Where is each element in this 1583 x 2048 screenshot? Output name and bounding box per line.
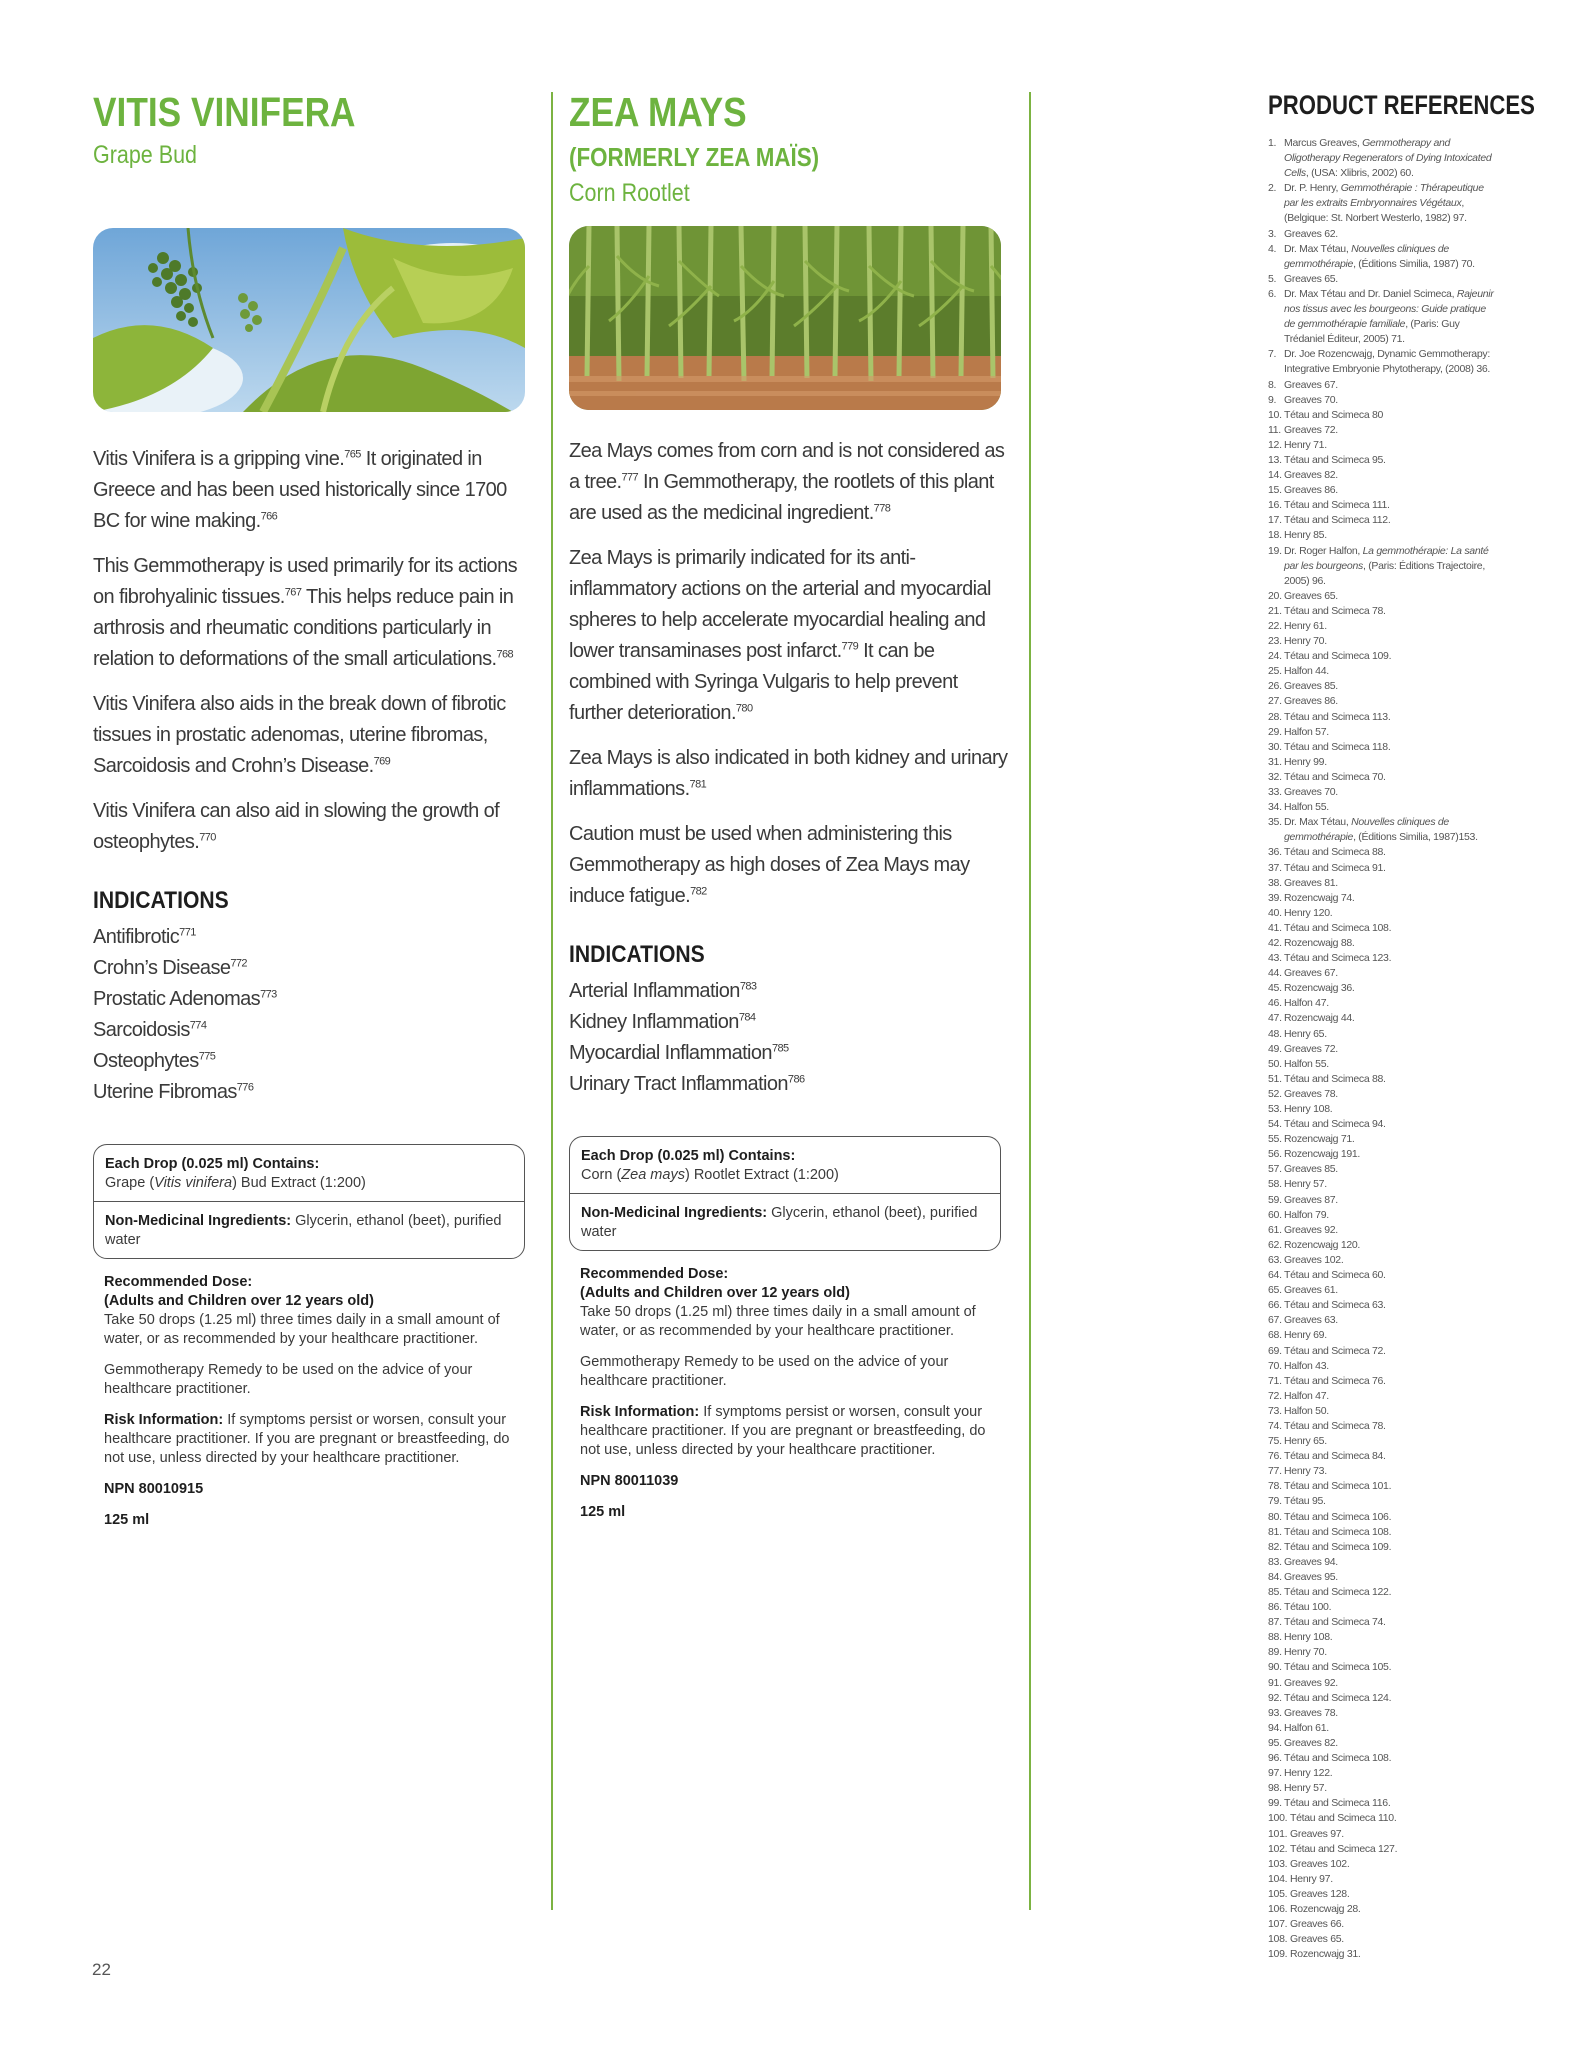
reference-item: 29. Halfon 57. xyxy=(1268,725,1329,738)
footnote-ref: 779 xyxy=(841,640,859,653)
footnote-ref: 785 xyxy=(771,1042,789,1055)
indications-heading: INDICATIONS xyxy=(93,887,229,914)
reference-item: 19. Dr. Roger Halfon, La gemmothérapie: La santé par les bourgeons, (Paris: Éditions Trajectoire, 2005) 96. xyxy=(1268,544,1489,587)
footnote-ref: 768 xyxy=(496,648,514,661)
reference-item: 95. Greaves 82. xyxy=(1268,1736,1338,1749)
indication-item: Arterial Inflammation$^{783}$ xyxy=(569,980,757,1002)
body-paragraph: Vitis Vinifera also aids in the break down of fibrotic tissues in prostatic adenomas, uterine fibromas, Sarcoidosis and Crohn’s Disease.$^{769}$ xyxy=(93,693,506,777)
reference-item: 16. Tétau and Scimeca 111. xyxy=(1268,499,1390,512)
indication-item: Myocardial Inflammation$^{785}$ xyxy=(569,1042,789,1064)
reference-item: 91. Greaves 92. xyxy=(1268,1676,1338,1689)
reference-item: 99. Tétau and Scimeca 116. xyxy=(1268,1797,1391,1810)
reference-item: 26. Greaves 85. xyxy=(1268,680,1338,693)
reference-item: 32. Tétau and Scimeca 70. xyxy=(1268,770,1386,783)
product-common-name: Grape Bud xyxy=(93,141,197,169)
reference-item: 59. Greaves 87. xyxy=(1268,1193,1338,1206)
reference-item: 109. Rozencwajg 31. xyxy=(1268,1948,1361,1961)
footnote-ref: 771 xyxy=(179,926,196,939)
reference-item: 17. Tétau and Scimeca 112. xyxy=(1268,514,1391,527)
reference-item: 93. Greaves 78. xyxy=(1268,1706,1338,1719)
reference-item: 55. Rozencwajg 71. xyxy=(1268,1133,1355,1146)
footnote-ref: 786 xyxy=(787,1073,805,1086)
dose-text: Take 50 drops (1.25 ml) three times daily in a small amount of water, or as recommended by your healthcare practitioner. xyxy=(580,1304,976,1339)
reference-item: 9. Greaves 70. xyxy=(1268,393,1338,406)
reference-item: 44. Greaves 67. xyxy=(1268,967,1338,980)
reference-item: 22. Henry 61. xyxy=(1268,620,1327,632)
reference-item: 48. Henry 65. xyxy=(1268,1027,1327,1040)
nmi-label: Non-Medicinal Ingredients: xyxy=(105,1213,292,1229)
footnote-ref: 776 xyxy=(236,1081,254,1094)
reference-item: 20. Greaves 65. xyxy=(1268,589,1338,602)
reference-item: 50. Halfon 55. xyxy=(1268,1057,1329,1070)
indication-item: Kidney Inflammation$^{784}$ xyxy=(569,1011,756,1033)
references-title: PRODUCT REFERENCES xyxy=(1268,90,1535,120)
volume: 125 ml xyxy=(580,1504,626,1520)
body-paragraph: Vitis Vinifera is a gripping vine.$^{765}$ It originated in Greece and has been used historically since 1700 BC for wine making.$^{766}$ xyxy=(93,448,507,532)
reference-item: 13. Tétau and Scimeca 95. xyxy=(1268,453,1386,466)
reference-item: 15. Greaves 86. xyxy=(1268,484,1338,497)
indications-list xyxy=(93,922,538,1108)
footnote-ref: 782 xyxy=(690,885,707,898)
reference-item: 34. Halfon 55. xyxy=(1268,801,1329,814)
page-number: 22 xyxy=(92,1960,111,1979)
risk-text: If symptoms persist or worsen, consult your healthcare practitioner. If you are pregnant or breastfeeding, do not use, unless directed by your healthcare practitioner. xyxy=(104,1412,510,1466)
indication-item: Crohn’s Disease$^{772}$ xyxy=(93,957,247,979)
reference-item: 51. Tétau and Scimeca 88. xyxy=(1268,1072,1386,1085)
reference-item: 53. Henry 108. xyxy=(1268,1103,1333,1115)
reference-item: 7. Dr. Joe Rozencwajg, Dynamic Gemmotherapy: Integrative Embryonie Phytotherapy, (2008) 36. xyxy=(1268,348,1491,376)
indications-heading: INDICATIONS xyxy=(569,941,705,968)
corn-field-photo xyxy=(569,226,1001,410)
reference-item: 87. Tétau and Scimeca 74. xyxy=(1268,1616,1386,1629)
reference-item: 88. Henry 108. xyxy=(1268,1631,1333,1644)
indication-item: Uterine Fibromas$^{776}$ xyxy=(93,1081,254,1103)
reference-item: 27. Greaves 86. xyxy=(1268,695,1338,708)
reference-item: 23. Henry 70. xyxy=(1268,635,1327,648)
nmi-text: Glycerin, ethanol (beet), purified water xyxy=(105,1213,502,1248)
nmi-text: Glycerin, ethanol (beet), purified water xyxy=(581,1205,978,1240)
indication-item: Urinary Tract Inflammation$^{786}$ xyxy=(569,1073,805,1095)
reference-item: 92. Tétau and Scimeca 124. xyxy=(1268,1691,1392,1704)
reference-item: 60. Halfon 79. xyxy=(1268,1208,1329,1221)
reference-item: 89. Henry 70. xyxy=(1268,1646,1327,1659)
body-paragraph: Vitis Vinifera can also aid in slowing the growth of osteophytes.$^{770}$ xyxy=(93,800,500,853)
reference-item: 52. Greaves 78. xyxy=(1268,1087,1338,1100)
product-title: ZEA MAYS xyxy=(569,89,747,135)
reference-item: 100. Tétau and Scimeca 110. xyxy=(1268,1812,1397,1825)
reference-item: 102. Tétau and Scimeca 127. xyxy=(1268,1842,1398,1855)
reference-item: 84. Greaves 95. xyxy=(1268,1570,1338,1583)
reference-item: 49. Greaves 72. xyxy=(1268,1042,1338,1055)
reference-item: 71. Tétau and Scimeca 76. xyxy=(1268,1374,1386,1387)
product-common-name: Corn Rootlet xyxy=(569,179,690,207)
reference-item: 66. Tétau and Scimeca 63. xyxy=(1268,1299,1386,1312)
reference-item: 106. Rozencwajg 28. xyxy=(1268,1902,1361,1915)
body-paragraph: This Gemmotherapy is used primarily for its actions on fibrohyalinic tissues.$^{767}$ This helps reduce pain in arthrosis and rheumatic conditions particularly in relation to deformations of the small articulations.$^{768}$ xyxy=(93,555,517,670)
reference-item: 41. Tétau and Scimeca 108. xyxy=(1268,921,1392,934)
reference-item: 101. Greaves 97. xyxy=(1268,1827,1344,1840)
body-paragraph: Caution must be used when administering this Gemmotherapy as high doses of Zea Mays may induce fatigue.$^{782}$ xyxy=(569,823,970,907)
reference-item: 107. Greaves 66. xyxy=(1268,1918,1344,1931)
footnote-ref: 769 xyxy=(373,755,391,768)
reference-item: 78. Tétau and Scimeca 101. xyxy=(1268,1480,1392,1493)
reference-item: 36. Tétau and Scimeca 88. xyxy=(1268,846,1386,859)
indication-item: Sarcoidosis$^{774}$ xyxy=(93,1019,207,1041)
contains-text: Corn (Zea mays) Rootlet Extract (1:200) xyxy=(581,1167,839,1183)
advice-text: Gemmotherapy Remedy to be used on the advice of your healthcare practitioner. xyxy=(104,1362,473,1397)
reference-item: 14. Greaves 82. xyxy=(1268,469,1338,482)
reference-item: 5. Greaves 65. xyxy=(1268,272,1338,285)
product-references xyxy=(1268,88,1535,1962)
npn-number: NPN 80010915 xyxy=(104,1481,204,1497)
footnote-ref: 772 xyxy=(230,957,247,970)
product-description xyxy=(569,436,1014,912)
reference-item: 79. Tétau 95. xyxy=(1268,1495,1326,1508)
reference-item: 61. Greaves 92. xyxy=(1268,1223,1338,1236)
reference-item: 103. Greaves 102. xyxy=(1268,1857,1350,1870)
reference-item: 42. Rozencwajg 88. xyxy=(1268,936,1355,949)
reference-item: 12. Henry 71. xyxy=(1268,438,1327,451)
footnote-ref: 777 xyxy=(621,471,639,484)
reference-item: 28. Tétau and Scimeca 113. xyxy=(1268,710,1391,723)
reference-item: 69. Tétau and Scimeca 72. xyxy=(1268,1344,1386,1357)
reference-item: 33. Greaves 70. xyxy=(1268,786,1338,799)
column-divider xyxy=(1029,92,1031,1910)
reference-item: 58. Henry 57. xyxy=(1268,1178,1327,1191)
reference-item: 75. Henry 65. xyxy=(1268,1435,1327,1448)
reference-item: 38. Greaves 81. xyxy=(1268,876,1338,889)
reference-item: 86. Tétau 100. xyxy=(1268,1601,1332,1614)
dose-label: Recommended Dose: xyxy=(580,1266,729,1282)
reference-item: 10. Tétau and Scimeca 80 xyxy=(1268,408,1384,421)
ingredients-box xyxy=(93,1144,525,1259)
product-description xyxy=(93,444,538,858)
footnote-ref: 783 xyxy=(739,980,757,993)
reference-item: 94. Halfon 61. xyxy=(1268,1721,1329,1734)
volume: 125 ml xyxy=(104,1512,150,1528)
footnote-ref: 780 xyxy=(735,702,753,715)
reference-item: 37. Tétau and Scimeca 91. xyxy=(1268,861,1386,874)
reference-item: 67. Greaves 63. xyxy=(1268,1314,1338,1327)
reference-item: 104. Henry 97. xyxy=(1268,1872,1333,1885)
reference-item: 54. Tétau and Scimeca 94. xyxy=(1268,1118,1386,1131)
reference-item: 105. Greaves 128. xyxy=(1268,1887,1350,1900)
footnote-ref: 765 xyxy=(344,448,361,461)
reference-item: 4. Dr. Max Tétau, Nouvelles cliniques de gemmothérapie, (Éditions Similia, 1987) 70. xyxy=(1268,242,1475,270)
reference-item: 11. Greaves 72. xyxy=(1268,423,1338,436)
reference-item: 90. Tétau and Scimeca 105. xyxy=(1268,1661,1392,1674)
contains-label: Each Drop (0.025 ml) Contains: xyxy=(105,1156,320,1172)
dose-group: (Adults and Children over 12 years old) xyxy=(104,1293,374,1309)
footnote-ref: 770 xyxy=(199,831,216,844)
risk-label: Risk Information: xyxy=(104,1412,224,1428)
reference-item: 80. Tétau and Scimeca 106. xyxy=(1268,1510,1392,1523)
reference-item: 57. Greaves 85. xyxy=(1268,1163,1338,1176)
indications-list xyxy=(569,976,1014,1100)
reference-item: 6. Dr. Max Tétau and Dr. Daniel Scimeca, Rajeunir nos tissus avec les bourgeons: Guide pratique de gemmothérapie familiale, (Paris: Guy Trédaniel Éditeur, 2005) 71. xyxy=(1268,287,1494,346)
product-title: VITIS VINIFERA xyxy=(93,89,356,135)
reference-item: 43. Tétau and Scimeca 123. xyxy=(1268,952,1392,965)
reference-item: 82. Tétau and Scimeca 109. xyxy=(1268,1540,1392,1553)
reference-item: 74. Tétau and Scimeca 78. xyxy=(1268,1419,1386,1432)
advice-text: Gemmotherapy Remedy to be used on the advice of your healthcare practitioner. xyxy=(580,1354,949,1389)
npn-number: NPN 80011039 xyxy=(580,1473,679,1489)
reference-item: 97. Henry 122. xyxy=(1268,1767,1333,1780)
reference-item: 47. Rozencwajg 44. xyxy=(1268,1012,1355,1025)
reference-item: 64. Tétau and Scimeca 60. xyxy=(1268,1269,1386,1282)
dose-text: Take 50 drops (1.25 ml) three times daily in a small amount of water, or as recommended by your healthcare practitioner. xyxy=(104,1312,500,1347)
product-column-zea-mays xyxy=(569,88,1014,1534)
reference-item: 85. Tétau and Scimeca 122. xyxy=(1268,1586,1392,1598)
grape-bud-photo xyxy=(93,228,525,412)
reference-item: 1. Marcus Greaves, Gemmotherapy and Oligotherapy Regenerators of Dying Intoxicated Cells, (USA: Xlibris, 2002) 60. xyxy=(1268,137,1492,180)
reference-item: 62. Rozencwajg 120. xyxy=(1268,1238,1361,1251)
reference-item: 56. Rozencwajg 191. xyxy=(1268,1148,1361,1161)
body-paragraph: Zea Mays comes from corn and is not considered as a tree.$^{777}$ In Gemmotherapy, the rootlets of this plant are used as the medicinal ingredient.$^{778}$ xyxy=(569,440,1005,524)
reference-item: 46. Halfon 47. xyxy=(1268,997,1329,1010)
reference-item: 21. Tétau and Scimeca 78. xyxy=(1268,604,1386,617)
reference-item: 40. Henry 120. xyxy=(1268,906,1333,919)
body-paragraph: Zea Mays is primarily indicated for its anti-inflammatory actions on the arterial and myocardial spheres to help accelerate myocardial healing and lower transaminases post infarct.$^{779}$ It can be combined with Syringa Vulgaris to help prevent further deterioration.$^{780}$ xyxy=(569,547,991,724)
reference-item: 83. Greaves 94. xyxy=(1268,1555,1338,1568)
contains-text: Grape (Vitis vinifera) Bud Extract (1:200) xyxy=(105,1175,366,1191)
footnote-ref: 767 xyxy=(284,586,302,599)
indication-item: Antifibrotic$^{771}$ xyxy=(93,926,196,948)
dose-label: Recommended Dose: xyxy=(104,1274,253,1290)
indication-item: Osteophytes$^{775}$ xyxy=(93,1050,216,1072)
reference-item: 31. Henry 99. xyxy=(1268,755,1327,768)
reference-item: 35. Dr. Max Tétau, Nouvelles cliniques de gemmothérapie, (Éditions Similia, 1987)153. xyxy=(1268,816,1478,844)
reference-item: 72. Halfon 47. xyxy=(1268,1389,1329,1402)
reference-item: 76. Tétau and Scimeca 84. xyxy=(1268,1450,1386,1463)
reference-item: 25. Halfon 44. xyxy=(1268,665,1329,678)
reference-item: 77. Henry 73. xyxy=(1268,1465,1327,1478)
reference-item: 70. Halfon 43. xyxy=(1268,1359,1329,1372)
indication-item: Prostatic Adenomas$^{773}$ xyxy=(93,988,277,1010)
reference-item: 96. Tétau and Scimeca 108. xyxy=(1268,1752,1392,1765)
footnote-ref: 774 xyxy=(189,1019,207,1032)
reference-item: 98. Henry 57. xyxy=(1268,1782,1327,1795)
dose-group: (Adults and Children over 12 years old) xyxy=(580,1285,850,1301)
reference-item: 18. Henry 85. xyxy=(1268,529,1327,542)
footnote-ref: 778 xyxy=(873,502,891,515)
reference-item: 73. Halfon 50. xyxy=(1268,1404,1329,1417)
reference-item: 108. Greaves 65. xyxy=(1268,1933,1344,1946)
footnote-ref: 784 xyxy=(738,1011,756,1024)
footnote-ref: 773 xyxy=(260,988,277,1001)
footnote-ref: 775 xyxy=(198,1050,216,1063)
reference-item: 81. Tétau and Scimeca 108. xyxy=(1268,1525,1392,1538)
column-divider xyxy=(551,92,553,1910)
reference-item: 65. Greaves 61. xyxy=(1268,1284,1338,1297)
body-paragraph: Zea Mays is also indicated in both kidney and urinary inflammations.$^{781}$ xyxy=(569,747,1008,800)
reference-item: 63. Greaves 102. xyxy=(1268,1253,1344,1266)
reference-item: 24. Tétau and Scimeca 109. xyxy=(1268,650,1392,663)
reference-item: 39. Rozencwajg 74. xyxy=(1268,891,1355,904)
dosage-info xyxy=(93,1259,524,1530)
risk-label: Risk Information: xyxy=(580,1404,700,1420)
product-former-name: (FORMERLY ZEA MAÏS) xyxy=(569,142,820,172)
footnote-ref: 766 xyxy=(260,510,278,523)
contains-label: Each Drop (0.025 ml) Contains: xyxy=(581,1148,796,1164)
reference-item: 8. Greaves 67. xyxy=(1268,378,1338,391)
ingredients-box xyxy=(569,1136,1001,1251)
reference-item: 3. Greaves 62. xyxy=(1268,227,1338,240)
reference-item: 2. Dr. P. Henry, Gemmothérapie : Thérapeutique par les extraits Embryonnaires Végétaux, (Belgique: St. Norbert Westerlo, 1982) 97. xyxy=(1268,182,1484,225)
nmi-label: Non-Medicinal Ingredients: xyxy=(581,1205,768,1221)
product-column-vitis-vinifera xyxy=(93,88,538,1542)
risk-text: If symptoms persist or worsen, consult your healthcare practitioner. If you are pregnant or breastfeeding, do not use, unless directed by your healthcare practitioner. xyxy=(580,1404,986,1458)
footnote-ref: 781 xyxy=(689,778,707,791)
reference-item: 45. Rozencwajg 36. xyxy=(1268,982,1355,995)
reference-item: 30. Tétau and Scimeca 118. xyxy=(1268,740,1391,753)
dosage-info xyxy=(569,1251,1000,1522)
references-list xyxy=(1268,136,1498,1962)
reference-item: 68. Henry 69. xyxy=(1268,1329,1327,1342)
